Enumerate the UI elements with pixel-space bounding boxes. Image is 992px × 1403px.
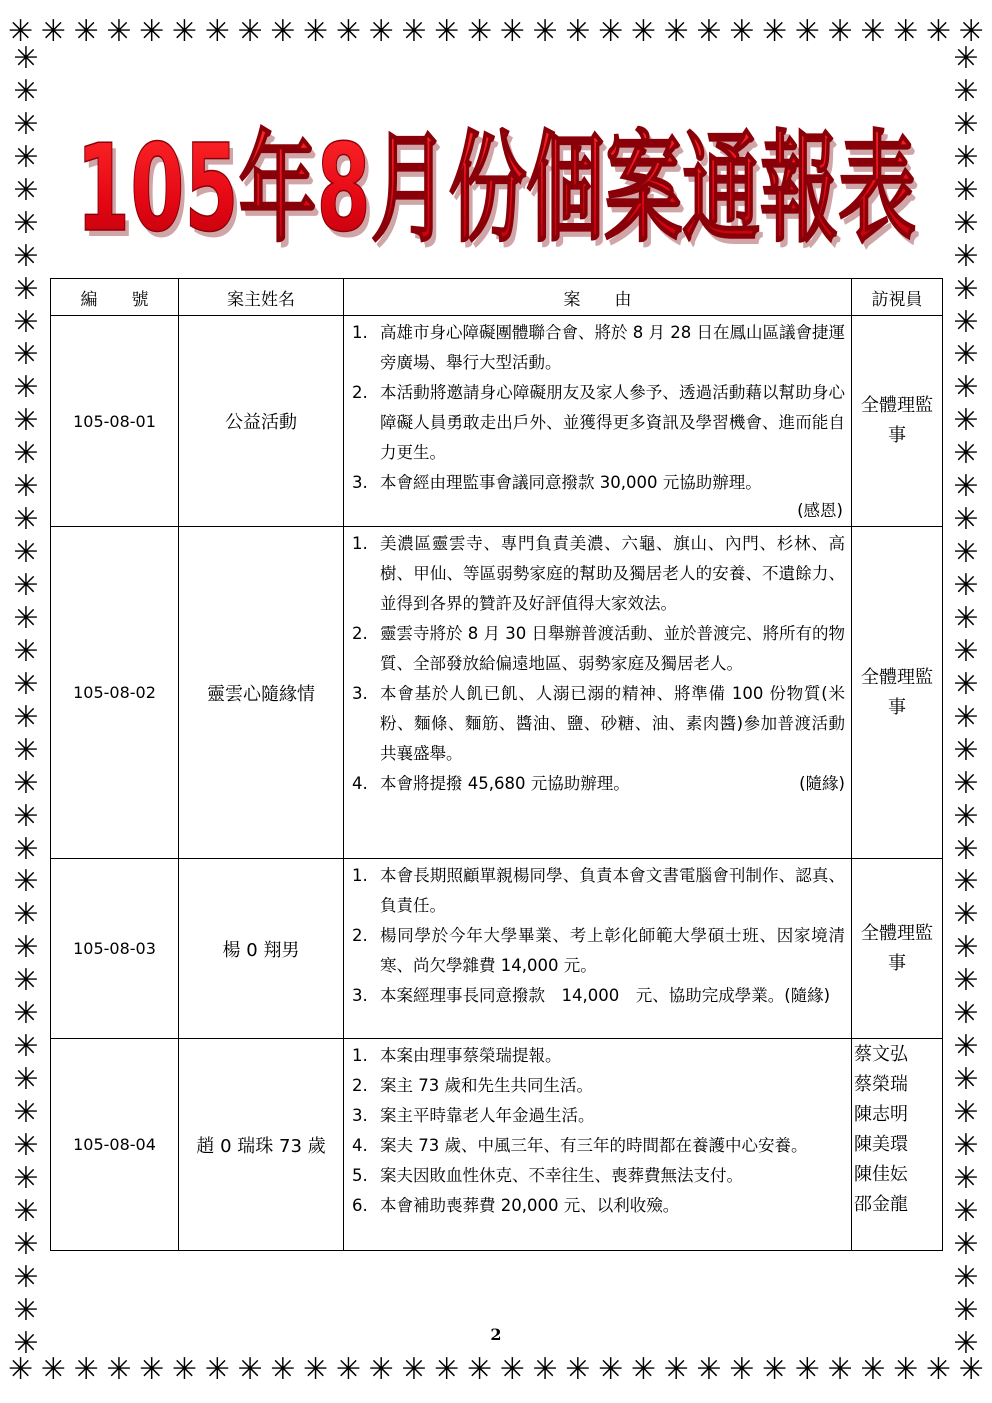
border-star-icon: ✳ xyxy=(13,502,39,538)
border-star-icon: ✳ xyxy=(794,14,820,49)
border-star-icon: ✳ xyxy=(335,1352,361,1387)
border-star-icon: ✳ xyxy=(13,1127,39,1163)
case-reason xyxy=(344,527,852,859)
border-star-icon: ✳ xyxy=(13,864,39,900)
border-star-icon: ✳ xyxy=(953,699,979,735)
border-star-icon: ✳ xyxy=(13,963,39,999)
border-star-icon: ✳ xyxy=(13,1160,39,1196)
border-star-icon: ✳ xyxy=(270,1352,296,1387)
border-star-icon: ✳ xyxy=(13,897,39,933)
list-item: 3. 案主平時靠老人年金過生活。 xyxy=(352,1106,595,1125)
border-star-icon: ✳ xyxy=(953,1029,979,1065)
case-staff: 全體理監事 xyxy=(852,859,943,1039)
border-star-icon: ✳ xyxy=(139,14,165,49)
border-star-icon: ✳ xyxy=(893,14,919,49)
staff-member: 陳美環 xyxy=(854,1134,908,1155)
case-note: (隨緣) xyxy=(799,774,845,793)
border-star-icon: ✳ xyxy=(953,370,979,406)
case-name: 趙 0 瑞珠 73 歲 xyxy=(179,1039,344,1251)
border-star-icon: ✳ xyxy=(953,238,979,274)
border-star-icon: ✳ xyxy=(13,732,39,768)
list-item: 6. 本會補助喪葬費 20,000 元、以利收殮。 xyxy=(352,1196,680,1215)
border-star-icon: ✳ xyxy=(953,205,979,241)
list-item: 1. 高雄市身心障礙團體聯合會、將於 8 月 28 日在鳳山區議會捷運旁廣場、舉行大型活動。 xyxy=(352,323,845,372)
page-title xyxy=(50,78,942,266)
border-star-icon: ✳ xyxy=(696,1352,722,1387)
header-staff: 訪視員 xyxy=(852,279,943,316)
border-star-icon: ✳ xyxy=(368,1352,394,1387)
border-star-icon: ✳ xyxy=(13,304,39,340)
border-star-icon: ✳ xyxy=(499,1352,525,1387)
border-star-icon: ✳ xyxy=(953,864,979,900)
header-name: 案主姓名 xyxy=(179,279,344,316)
case-name: 楊 0 翔男 xyxy=(179,859,344,1039)
case-staff-list xyxy=(852,1039,943,1251)
border-star-icon: ✳ xyxy=(953,535,979,571)
border-star-icon: ✳ xyxy=(13,205,39,241)
border-star-icon: ✳ xyxy=(13,568,39,603)
border-star-icon: ✳ xyxy=(663,1352,689,1387)
border-star-icon: ✳ xyxy=(13,337,39,373)
title-text: 105年8月份個案通報表 xyxy=(76,120,916,259)
border-star-icon: ✳ xyxy=(953,1095,979,1130)
border-star-icon: ✳ xyxy=(953,304,979,340)
list-item: 2. 靈雲寺將於 8 月 30 日舉辦普渡活動、並於普渡完、將所有的物質、全部發放給偏遠地區、弱勢家庭及獨居老人。 xyxy=(352,624,845,673)
border-star-icon: ✳ xyxy=(139,1352,165,1387)
border-star-icon: ✳ xyxy=(13,139,39,175)
border-star-icon: ✳ xyxy=(335,14,361,49)
border-star-icon: ✳ xyxy=(827,1352,853,1387)
border-star-icon: ✳ xyxy=(953,600,979,636)
border-star-icon: ✳ xyxy=(953,633,979,669)
border-star-icon: ✳ xyxy=(953,1292,979,1328)
border-star-icon: ✳ xyxy=(761,14,788,49)
list-item: 2. 案主 73 歲和先生共同生活。 xyxy=(352,1076,593,1095)
border-star-icon: ✳ xyxy=(13,1062,39,1098)
border-star-icon: ✳ xyxy=(171,1352,198,1387)
border-star-icon: ✳ xyxy=(953,271,979,307)
list-item: 1. 本案由理事蔡榮瑞提報。 xyxy=(352,1046,562,1065)
border-star-icon: ✳ xyxy=(434,1352,460,1387)
border-star-icon: ✳ xyxy=(13,271,39,307)
border-star-icon: ✳ xyxy=(13,469,39,505)
case-name: 公益活動 xyxy=(179,316,344,527)
border-star-icon: ✳ xyxy=(13,436,39,472)
border-star-icon: ✳ xyxy=(953,732,979,768)
border-star-icon: ✳ xyxy=(532,14,558,49)
border-star-icon: ✳ xyxy=(303,1352,329,1387)
border-star-icon: ✳ xyxy=(630,1352,656,1387)
border-star-icon: ✳ xyxy=(466,14,493,49)
border-star-icon: ✳ xyxy=(953,73,979,109)
border-left xyxy=(6,40,46,1363)
border-star-icon: ✳ xyxy=(204,14,230,49)
border-star-icon: ✳ xyxy=(953,469,979,505)
border-star-icon: ✳ xyxy=(499,14,525,49)
border-star-icon: ✳ xyxy=(953,436,979,472)
border-star-icon: ✳ xyxy=(13,765,39,801)
border-star-icon: ✳ xyxy=(598,14,624,49)
border-star-icon: ✳ xyxy=(40,1352,66,1387)
case-reason xyxy=(344,1039,852,1251)
border-star-icon: ✳ xyxy=(794,1352,820,1387)
border-star-icon: ✳ xyxy=(953,996,979,1032)
border-star-icon: ✳ xyxy=(953,1226,979,1262)
case-id: 105-08-02 xyxy=(51,527,179,859)
border-star-icon: ✳ xyxy=(953,337,979,373)
border-star-icon: ✳ xyxy=(13,370,39,406)
case-id: 105-08-03 xyxy=(51,859,179,1039)
border-star-icon: ✳ xyxy=(565,14,591,49)
border-star-icon: ✳ xyxy=(466,1352,493,1387)
border-star-icon: ✳ xyxy=(953,798,979,834)
border-star-icon: ✳ xyxy=(953,765,979,801)
border-bottom xyxy=(0,1350,992,1390)
border-star-icon: ✳ xyxy=(13,41,39,76)
border-star-icon: ✳ xyxy=(761,1352,788,1387)
border-star-icon: ✳ xyxy=(13,1226,39,1262)
border-star-icon: ✳ xyxy=(953,403,979,439)
border-star-icon: ✳ xyxy=(953,1160,979,1196)
border-star-icon: ✳ xyxy=(13,600,39,636)
page-number: 2 xyxy=(490,1325,502,1344)
border-star-icon: ✳ xyxy=(401,1352,427,1387)
border-star-icon: ✳ xyxy=(13,1095,39,1130)
case-reason xyxy=(344,859,852,1039)
list-item: 2. 本活動將邀請身心障礙朋友及家人參予、透過活動藉以幫助身心障礙人員勇敢走出戶外、並獲得更多資訊及學習機會、進而能自力更生。 xyxy=(352,383,845,462)
border-star-icon: ✳ xyxy=(953,963,979,999)
title-shadow: 105年8月份個案通報表 xyxy=(80,126,920,265)
staff-member: 邵金龍 xyxy=(854,1194,908,1215)
case-reason xyxy=(344,316,852,527)
border-star-icon: ✳ xyxy=(40,14,66,49)
border-star-icon: ✳ xyxy=(925,1352,952,1387)
case-table xyxy=(50,278,943,1251)
staff-member: 蔡榮瑞 xyxy=(854,1074,908,1095)
border-star-icon: ✳ xyxy=(13,172,39,208)
border-star-icon: ✳ xyxy=(953,666,979,702)
border-star-icon: ✳ xyxy=(893,1352,919,1387)
border-star-icon: ✳ xyxy=(106,14,132,49)
border-star-icon: ✳ xyxy=(13,798,39,834)
list-item: 2. 楊同學於今年大學畢業、考上彰化師範大學碩士班、因家境清寒、尚欠學雜費 14,000 元。 xyxy=(352,926,845,975)
border-star-icon: ✳ xyxy=(953,930,979,966)
border-star-icon: ✳ xyxy=(368,14,394,49)
border-star-icon: ✳ xyxy=(729,1352,755,1387)
border-star-icon: ✳ xyxy=(13,633,39,669)
border-star-icon: ✳ xyxy=(953,568,979,603)
border-star-icon: ✳ xyxy=(204,1352,230,1387)
staff-member: 陳志明 xyxy=(854,1104,908,1125)
border-star-icon: ✳ xyxy=(13,403,39,439)
border-star-icon: ✳ xyxy=(598,1352,624,1387)
border-right xyxy=(946,40,986,1363)
border-star-icon: ✳ xyxy=(13,106,39,142)
table-row xyxy=(51,527,943,859)
border-star-icon: ✳ xyxy=(270,14,296,49)
border-star-icon: ✳ xyxy=(860,14,886,49)
border-top xyxy=(0,12,992,52)
case-note: (感恩) xyxy=(797,501,843,520)
border-star-icon: ✳ xyxy=(565,1352,591,1387)
border-star-icon: ✳ xyxy=(953,831,979,867)
border-star-icon: ✳ xyxy=(13,831,39,867)
border-star-icon: ✳ xyxy=(729,14,755,49)
list-item: 3. 本會基於人飢已飢、人溺已溺的精神、將準備 100 份物質(米粉、麵條、麵筋、醬油、鹽、砂糖、油、素肉醬)參加普渡活動共襄盛舉。 xyxy=(352,684,845,763)
border-star-icon: ✳ xyxy=(696,14,722,49)
border-star-icon: ✳ xyxy=(953,897,979,933)
staff-member: 陳佳妘 xyxy=(854,1164,908,1185)
border-star-icon: ✳ xyxy=(827,14,853,49)
table-row xyxy=(51,859,943,1039)
table-row xyxy=(51,316,943,527)
list-item: 1. 本會長期照顧單親楊同學、負責本會文書電腦會刊制作、認真、負責任。 xyxy=(352,866,845,915)
border-star-icon: ✳ xyxy=(73,14,99,49)
border-star-icon: ✳ xyxy=(237,14,263,49)
border-star-icon: ✳ xyxy=(532,1352,558,1387)
border-star-icon: ✳ xyxy=(953,1193,979,1229)
border-star-icon: ✳ xyxy=(13,1029,39,1065)
staff-member: 蔡文弘 xyxy=(854,1044,908,1065)
border-star-icon: ✳ xyxy=(73,1352,99,1387)
border-star-icon: ✳ xyxy=(13,1193,39,1229)
border-star-icon: ✳ xyxy=(303,14,329,49)
list-item: 3. 本會經由理監事會議同意撥款 30,000 元協助辦理。 xyxy=(352,473,762,492)
case-staff: 全體理監事 xyxy=(852,527,943,859)
case-name: 靈雲心隨緣情 xyxy=(179,527,344,859)
border-star-icon: ✳ xyxy=(958,1352,984,1387)
border-star-icon: ✳ xyxy=(8,14,34,49)
list-item: 1. 美濃區靈雲寺、專門負責美濃、六龜、旗山、內門、杉林、高樹、甲仙、等區弱勢家庭的幫助及獨居老人的安養、不遺餘力、並得到各界的贊許及好評值得大家效法。 xyxy=(352,534,845,613)
list-item: 4. 案夫 73 歲、中風三年、有三年的時間都在養護中心安養。 xyxy=(352,1136,808,1155)
border-star-icon: ✳ xyxy=(13,1325,39,1361)
border-star-icon: ✳ xyxy=(953,41,979,76)
border-star-icon: ✳ xyxy=(953,502,979,538)
border-star-icon: ✳ xyxy=(925,14,952,49)
header-id: 編 號 xyxy=(51,279,179,316)
border-star-icon: ✳ xyxy=(13,73,39,109)
border-star-icon: ✳ xyxy=(958,14,984,49)
border-star-icon: ✳ xyxy=(13,930,39,966)
border-star-icon: ✳ xyxy=(663,14,689,49)
border-star-icon: ✳ xyxy=(8,1352,34,1387)
case-staff: 全體理監事 xyxy=(852,316,943,527)
border-star-icon: ✳ xyxy=(953,1127,979,1163)
border-star-icon: ✳ xyxy=(434,14,460,49)
border-star-icon: ✳ xyxy=(13,699,39,735)
header-row xyxy=(51,279,943,316)
border-star-icon: ✳ xyxy=(953,1062,979,1098)
border-star-icon: ✳ xyxy=(953,139,979,175)
border-star-icon: ✳ xyxy=(106,1352,132,1387)
border-star-icon: ✳ xyxy=(630,14,656,49)
border-star-icon: ✳ xyxy=(860,1352,886,1387)
border-star-icon: ✳ xyxy=(13,1292,39,1328)
border-star-icon: ✳ xyxy=(953,1259,979,1295)
case-id: 105-08-01 xyxy=(51,316,179,527)
border-star-icon: ✳ xyxy=(953,1325,979,1361)
border-star-icon: ✳ xyxy=(171,14,198,49)
border-star-icon: ✳ xyxy=(953,172,979,208)
list-item: 4. 本會將提撥 45,680 元協助辦理。 (隨緣) xyxy=(352,769,845,799)
list-item: 3. 本案經理事長同意撥款 14,000 元、協助完成學業。(隨緣) xyxy=(352,986,831,1005)
table-row xyxy=(51,1039,943,1251)
border-star-icon: ✳ xyxy=(953,106,979,142)
border-star-icon: ✳ xyxy=(13,666,39,702)
list-item: 5. 案夫因敗血性休克、不幸往生、喪葬費無法支付。 xyxy=(352,1166,743,1185)
header-reason: 案 由 xyxy=(344,279,852,316)
border-star-icon: ✳ xyxy=(401,14,427,49)
border-star-icon: ✳ xyxy=(237,1352,263,1387)
border-star-icon: ✳ xyxy=(13,1259,39,1295)
border-star-icon: ✳ xyxy=(13,996,39,1032)
case-id: 105-08-04 xyxy=(51,1039,179,1251)
border-star-icon: ✳ xyxy=(13,238,39,274)
border-star-icon: ✳ xyxy=(13,535,39,571)
